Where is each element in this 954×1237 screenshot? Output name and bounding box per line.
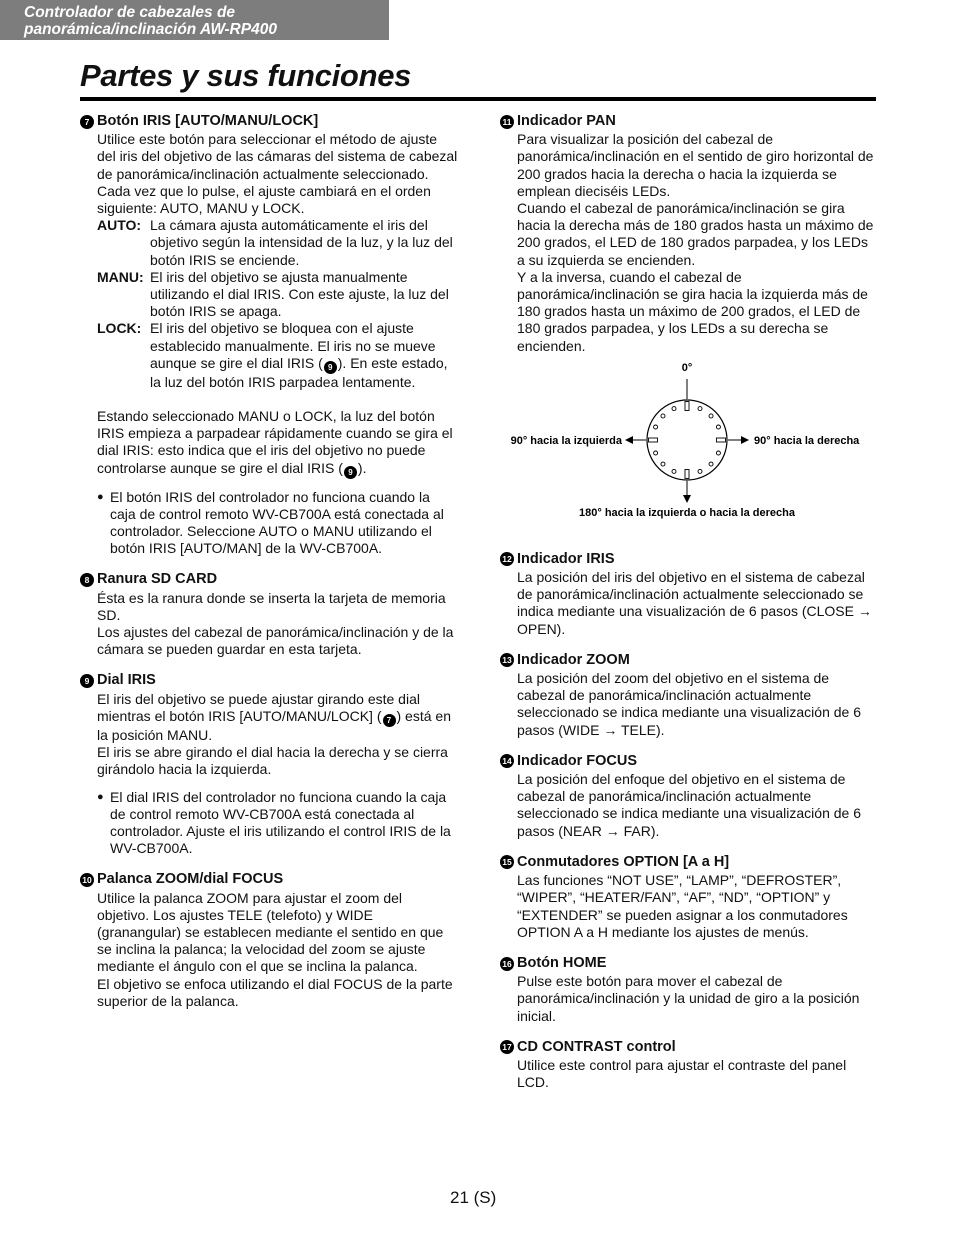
section-title: Indicador IRIS [517,550,615,567]
pan-led-diagram-svg [500,361,878,531]
bullet-icon: ● [97,790,104,803]
section-title: Botón HOME [517,954,607,971]
bullet-note: ● El botón IRIS del controlador no funciona cuando la caja de control remoto WV-CB700A está conectada al controlador. Seleccione AUTO o MANU utilizando el botón IRIS [AUTO/MAN] de la WV-CB700A. [97,488,444,557]
led-dot-icon [654,425,658,429]
section-title: Botón IRIS [AUTO/MANU/LOCK] [97,113,319,129]
paragraph: Cuando el cabezal de panorámica/inclinación se gira hacia la derecha más de 180 grados hasta un máximo de 200 grados, el LED de 180 grados parpadea, y los LEDs a su izquierda se encienden. [517,200,874,268]
led-marker-icon [649,438,658,442]
led-dot-icon [716,425,720,429]
paragraph: Pulse este botón para mover el cabezal de panorámica/inclinación y la unidad de giro a la posición inicial. [517,973,860,1024]
led-dot-icon [672,469,676,473]
paragraph: Estando seleccionado MANU o LOCK, la luz del botón IRIS empieza a parpadear rápidamente cuando se gira el dial IRIS: esto indica que el iris del objetivo no puede controlarse aunque se gire el dial IRIS ( 9 ). [97,408,453,477]
section-contrast-control [500,1039,878,1092]
section-title: Palanca ZOOM/dial FOCUS [97,871,284,888]
number-badge-icon: 15 [500,855,514,869]
section-iris-dial [80,672,458,857]
led-ring-circle [647,400,727,480]
section-title: Dial IRIS [97,672,156,689]
section-title: Indicador FOCUS [517,752,638,769]
number-badge-icon: 17 [500,1040,514,1054]
section-title: Indicador PAN [517,113,616,129]
number-badge-icon: 13 [500,653,514,667]
section-pan-indicator [500,113,878,355]
section-zoom-lever [80,871,458,1010]
header-line-1: Controlador de cabezales de [24,4,236,21]
paragraph: Los ajustes del cabezal de panorámica/inclinación y de la cámara se pueden guardar en esta tarjeta. [97,624,454,658]
led-marker-icon [685,401,689,410]
paragraph: El iris del objetivo se puede ajustar girando este dial mientras el botón IRIS [AUTO/MANU/LOCK] ( 7 ) está en la posición MANU. [97,690,451,743]
led-dot-icon [661,462,665,466]
led-dot-icon [654,451,658,455]
number-badge-icon: 10 [80,873,94,887]
section-home-button [500,955,878,1025]
number-badge-icon: 9 [80,674,94,688]
right-column [500,113,878,1105]
paragraph: Utilice la palanca ZOOM para ajustar el zoom del objetivo. Los ajustes TELE (telefoto) y WIDE (granangular) se establecen mediante el sentido en que se inclina la palanca; la velocidad del zoom se ajuste mediante el ángulo con el que se inclina la palanca. [97,889,444,975]
led-ring [649,401,726,478]
paragraph: Cada vez que lo pulse, el ajuste cambiará en el orden siguiente: AUTO, MANU y LOCK. [97,182,431,217]
number-badge-icon: 16 [500,957,514,971]
paragraph: La posición del zoom del objetivo en el sistema de cabezal de panorámica/inclinación actualmente seleccionado se indica mediante una visualización de 6 pasos (WIDE → TELE). [517,670,861,738]
section-focus-indicator [500,753,878,840]
title-rule [80,97,876,101]
definition-manu: MANU: El iris del objetivo se ajusta manualmente utilizando el dial IRIS. Con este ajuste, la luz del botón IRIS se apaga. [97,268,449,320]
header-line-2: panorámica/inclinación AW-RP400 [24,21,277,38]
paragraph: El objetivo se enfoca utilizando el dial FOCUS de la parte superior de la palanca. [97,975,453,1009]
section-iris-indicator [500,551,878,638]
page-title: Partes y sus funciones [80,58,412,93]
number-ref-icon: 9 [324,361,337,374]
number-badge-icon: 8 [80,573,94,587]
paragraph: El iris se abre girando el dial hacia la derecha y se cierra girándolo hacia la izquierda. [97,744,448,778]
led-dot-icon [698,469,702,473]
section-title: Conmutadores OPTION [A a H] [517,853,730,870]
pan-led-diagram [500,361,878,531]
paragraph: Para visualizar la posición del cabezal de panorámica/inclinación en el sentido de giro horizontal de 200 grados hacia la derecha o hacia la izquierda se emplean dieciséis LEDs. [517,131,874,199]
page-number: 21 (S) [450,1188,497,1207]
number-badge-icon: 14 [500,754,514,768]
led-dot-icon [672,406,676,410]
label-0-degrees: 0° [681,361,693,374]
led-dot-icon [661,414,665,418]
definition-auto: AUTO: La cámara ajusta automáticamente el iris del objetivo según la intensidad de la luz, y la luz del botón IRIS se enciende. [97,217,453,268]
number-badge-icon: 12 [500,552,514,566]
arrow-right-icon [741,436,749,444]
left-column [80,113,458,1024]
paragraph: La posición del iris del objetivo en el sistema de cabezal de panorámica/inclinación actualmente seleccionado se indica mediante una visualización de 6 pasos (CLOSE → OPEN). [517,569,872,637]
paragraph: Utilice este botón para seleccionar el método de ajuste del iris del objetivo de las cámaras del sistema de cabezal de panorámica/inclinación actualmente seleccionado. [97,131,458,182]
led-marker-icon [717,438,726,442]
paragraph: Y a la inversa, cuando el cabezal de panorámica/inclinación se gira hacia la izquierda más de 180 grados hasta un máximo de 200 grados, el LED de 180 grados parpadea, y los LEDs a su derecha se encienden. [517,268,868,354]
paragraph: La posición del enfoque del objetivo en el sistema de cabezal de panorámica/inclinación actualmente seleccionado se indica mediante una visualización de 6 pasos (NEAR → FAR). [517,771,861,839]
led-marker-icon [685,469,689,478]
section-title: Indicador ZOOM [517,651,630,668]
paragraph: Ésta es la ranura donde se inserta la tarjeta de memoria SD. [97,589,446,623]
number-ref-icon: 9 [344,466,357,479]
led-dot-icon [709,462,713,466]
bullet-note: ● El dial IRIS del controlador no funciona cuando la caja de control remoto WV-CB700A está conectada al controlador. Ajuste el iris utilizando el control IRIS de la WV-CB700A. [97,788,451,857]
paragraph: Utilice este control para ajustar el contraste del panel LCD. [517,1056,847,1091]
label-90-left: 90° hacia la izquierda [510,434,622,447]
led-dot-icon [716,451,720,455]
arrow-left-icon [625,436,633,444]
number-ref-icon: 7 [383,714,396,727]
label-180: 180° hacia la izquierda o hacia la derecha [579,506,795,519]
number-badge-icon: 7 [80,115,94,129]
section-iris-button [80,113,458,557]
section-title: Ranura SD CARD [97,571,218,588]
header-banner [0,0,389,40]
section-sd-card [80,571,458,658]
led-dot-icon [709,414,713,418]
definition-lock: LOCK: El iris del objetivo se bloquea con el ajuste establecido manualmente. El iris no se mueve aunque se gire el dial IRIS ( 9 ). En este estado, la luz del botón IRIS parpadea lentamente. [97,320,448,390]
section-option-switches [500,854,878,941]
section-title: CD CONTRAST control [517,1038,676,1055]
section-zoom-indicator [500,652,878,739]
led-dot-icon [698,406,702,410]
number-badge-icon: 11 [500,115,514,129]
paragraph: Las funciones “NOT USE”, “LAMP”, “DEFROSTER”, “WIPER”, “HEATER/FAN”, “AF”, “ND”, “OPTION” y “EXTENDER” se pueden asignar a los conmutadores OPTION A a H mediante los ajustes de menús. [517,872,848,940]
arrow-down-icon [683,495,691,503]
bullet-icon: ● [97,490,104,503]
label-90-right: 90° hacia la derecha [754,434,860,447]
